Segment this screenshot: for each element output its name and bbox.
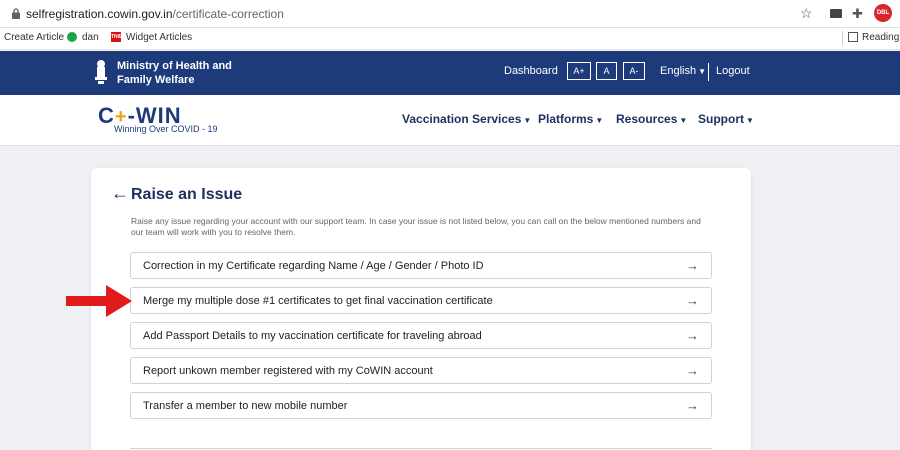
chevron-down-icon: ▼ [679, 116, 688, 125]
bookmark-dan[interactable]: dan [67, 32, 99, 43]
url-text[interactable]: selfregistration.cowin.gov.in/certificate-correction [26, 7, 284, 21]
bookmark-create-article[interactable]: Create Article [4, 32, 65, 43]
reading-list[interactable]: Reading [848, 32, 899, 43]
chevron-down-icon: ▼ [595, 116, 604, 125]
national-emblem-icon [93, 58, 109, 86]
back-arrow-icon[interactable]: ← [111, 183, 129, 203]
chevron-down-icon: ▼ [523, 116, 532, 125]
font-decrease-button[interactable]: A- [623, 62, 645, 80]
bookmark-star-icon[interactable]: ☆ [800, 5, 813, 21]
page-title: Raise an Issue [131, 186, 243, 203]
description: Raise any issue regarding your account with our support team. In case your issue is not listed below, you can call on the below mentioned numbers and our team will work with you to resolve them. [131, 216, 701, 237]
issue-option-passport[interactable]: Add Passport Details to my vaccination certificate for traveling abroad → [130, 322, 712, 349]
main-nav [0, 95, 900, 146]
chevron-down-icon: ▼ [698, 67, 706, 76]
cowin-logo[interactable]: C+-WIN [98, 103, 182, 128]
issue-option-report-member[interactable]: Report unkown member registered with my CoWIN account → [130, 357, 712, 384]
arrow-right-icon: → [686, 328, 699, 343]
divider [708, 63, 709, 81]
lock-icon [12, 8, 20, 19]
nav-support[interactable]: Support ▼ [698, 112, 754, 126]
arrow-right-icon: → [686, 258, 699, 273]
font-increase-button[interactable]: A+ [567, 62, 591, 80]
extension-icon[interactable] [830, 9, 842, 18]
plus-icon: + [114, 106, 128, 128]
red-pointer-arrow-icon [66, 283, 134, 319]
bookmarks-bar [0, 28, 900, 50]
issue-option-correction[interactable]: Correction in my Certificate regarding Name / Age / Gender / Photo ID → [130, 252, 712, 279]
nav-vaccination-services[interactable]: Vaccination Services ▼ [402, 112, 532, 126]
arrow-right-icon: → [686, 293, 699, 308]
arrow-right-icon: → [686, 363, 699, 378]
nav-platforms[interactable]: Platforms ▼ [538, 112, 604, 126]
font-normal-button[interactable]: A [596, 62, 617, 80]
tnie-icon: TNIE [111, 34, 123, 41]
issue-option-transfer[interactable]: Transfer a member to new mobile number → [130, 392, 712, 419]
profile-avatar[interactable]: DBL [874, 4, 892, 22]
nav-resources[interactable]: Resources ▼ [616, 112, 688, 126]
language-select[interactable]: English ▼ [660, 65, 706, 77]
dashboard-link[interactable]: Dashboard [504, 65, 558, 77]
issue-option-merge[interactable]: Merge my multiple dose #1 certificates to get final vaccination certificate → [130, 287, 712, 314]
puzzle-extensions-icon[interactable]: ✚ [852, 6, 863, 21]
chevron-down-icon: ▼ [746, 116, 754, 125]
ministry-header [0, 51, 900, 95]
bookmark-widget-articles[interactable]: TNIE Widget Articles [111, 32, 193, 43]
address-bar[interactable] [0, 0, 900, 28]
logout-link[interactable]: Logout [716, 65, 750, 77]
arrow-right-icon: → [686, 398, 699, 413]
tagline: Winning Over COVID - 19 [114, 124, 218, 134]
raise-issue-card [91, 168, 751, 450]
divider [130, 448, 712, 449]
reading-list-icon [848, 32, 858, 42]
ministry-name: Ministry of Health and Family Welfare [117, 60, 232, 86]
green-circle-icon [67, 32, 77, 42]
